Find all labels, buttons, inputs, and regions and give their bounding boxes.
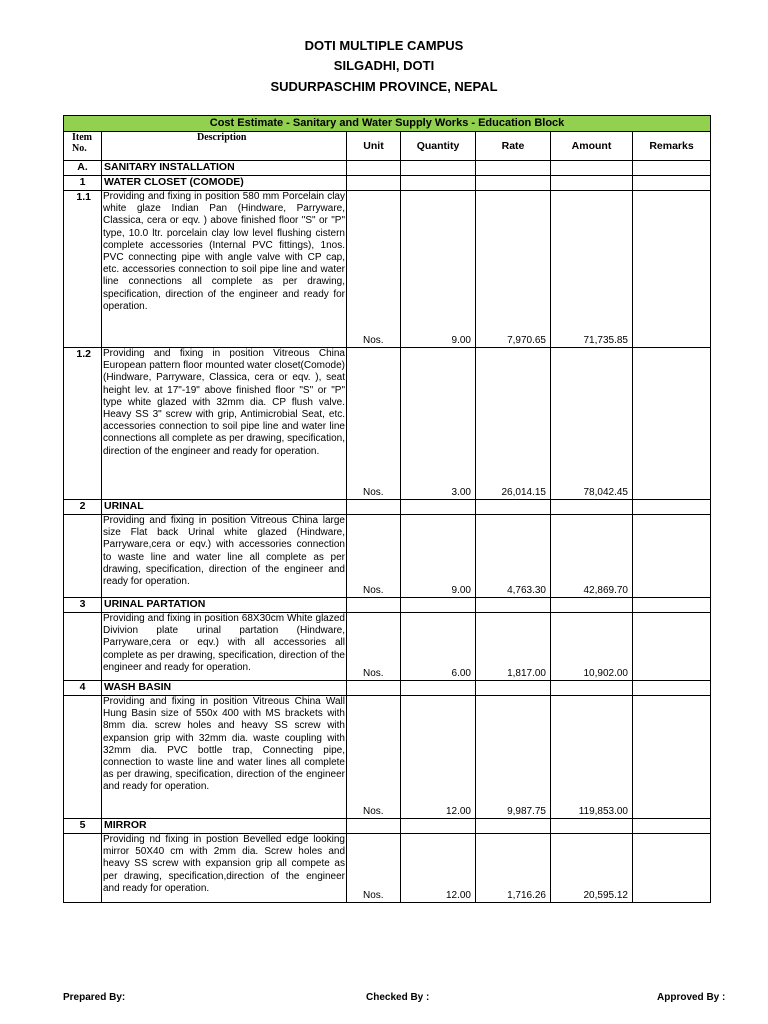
item-amount: 10,902.00 xyxy=(551,613,633,681)
section-row xyxy=(64,161,711,176)
col-header-remarks: Remarks xyxy=(633,132,711,161)
table-row xyxy=(64,191,711,348)
group-label: URINAL PARTATION xyxy=(102,598,347,613)
col-header-description: Description xyxy=(102,132,347,161)
item-no: 1.2 xyxy=(64,348,102,500)
group-label: WATER CLOSET (COMODE) xyxy=(102,176,347,191)
item-description: Providing and fixing in position 580 mm Porcelain clay white glaze Indian Pan (Hindware, Parryware, Classica, cera or eqv. ) above finished floor "S" or "P" type, 10.0 ltr. porcelain clay low level flushing cistern complete accessories (Internal PVC fittings), 1nos. PVC connecting pipe with angle valve with CP cap, etc. accessories connection to soil pipe line and water line connections all complete as per drawing, specification, direction of the engineer and ready for operation. xyxy=(102,191,347,348)
item-rate: 4,763.30 xyxy=(476,515,551,598)
item-description: Providing and fixing in position 68X30cm White glazed Divivion plate urinal partation (Hindware, Parryware,cera or eqv.) with all accessories all complete as per drawing, specification, direction of the engineer and ready for operation. xyxy=(102,613,347,681)
group-row xyxy=(64,819,711,834)
item-quantity: 9.00 xyxy=(401,515,476,598)
item-description: Providing nd fixing in postion Bevelled edge looking mirror 50X40 cm with 2mm dia. Screw holes and heavy SS screw with expansion grip all compete as per drawing, specification,direction of the engineer and ready for operation. xyxy=(102,834,347,903)
item-no xyxy=(64,613,102,681)
prepared-by-label: Prepared By: xyxy=(63,992,126,1003)
checked-by-label: Checked By : xyxy=(366,992,430,1003)
group-no: 1 xyxy=(64,176,102,191)
group-row xyxy=(64,598,711,613)
item-description: Providing and fixing in position Vitreous China Wall Hung Basin size of 550x 400 with MS brackets with 8mm dia. screw holes and heavy SS screw with expansion grip with 32mm dia. waste coupling with 32mm dia. PVC bottle trap, Connecting pipe, connection to waste line and water lines all complete as per drawing, specification, direction of the engineer and ready for operation. xyxy=(102,696,347,819)
group-no: 4 xyxy=(64,681,102,696)
group-row xyxy=(64,500,711,515)
group-row xyxy=(64,681,711,696)
col-header-quantity: Quantity xyxy=(401,132,476,161)
table-row xyxy=(64,696,711,819)
item-remarks xyxy=(633,515,711,598)
item-rate: 1,817.00 xyxy=(476,613,551,681)
item-quantity: 6.00 xyxy=(401,613,476,681)
item-description: Providing and fixing in position Vitreous China European pattern floor mounted water closet(Comode) (Hindware, Parryware, Classica, cera or eqv. ), seat height lev. at 17"-19" above finished floor "S" or "P" type white glazed with 32mm dia. CP flush valve. Heavy SS 3" screw with grip, Antimicrobial Seat, etc. accessories connection to soil pipe line and water line connections all complete as per drawing, specification, direction of the engineer and ready for operation. xyxy=(102,348,347,500)
item-amount: 20,595.12 xyxy=(551,834,633,903)
item-amount: 119,853.00 xyxy=(551,696,633,819)
item-rate: 9,987.75 xyxy=(476,696,551,819)
table-row xyxy=(64,515,711,598)
col-header-unit: Unit xyxy=(347,132,401,161)
group-label: WASH BASIN xyxy=(102,681,347,696)
item-amount: 42,869.70 xyxy=(551,515,633,598)
item-unit: Nos. xyxy=(347,515,401,598)
item-remarks xyxy=(633,834,711,903)
table-title: Cost Estimate - Sanitary and Water Supply Works - Education Block xyxy=(64,116,711,132)
section-label: SANITARY INSTALLATION xyxy=(102,161,347,176)
item-quantity: 9.00 xyxy=(401,191,476,348)
cost-estimate-table xyxy=(63,115,711,903)
item-quantity: 12.00 xyxy=(401,696,476,819)
table-row xyxy=(64,834,711,903)
table-row xyxy=(64,613,711,681)
group-row xyxy=(64,176,711,191)
approved-by-label: Approved By : xyxy=(657,992,726,1003)
item-unit: Nos. xyxy=(347,834,401,903)
item-quantity: 3.00 xyxy=(401,348,476,500)
item-amount: 71,735.85 xyxy=(551,191,633,348)
item-rate: 7,970.65 xyxy=(476,191,551,348)
group-no: 3 xyxy=(64,598,102,613)
group-label: URINAL xyxy=(102,500,347,515)
section-no: A. xyxy=(64,161,102,176)
item-no xyxy=(64,696,102,819)
group-no: 5 xyxy=(64,819,102,834)
group-no: 2 xyxy=(64,500,102,515)
item-remarks xyxy=(633,348,711,500)
item-unit: Nos. xyxy=(347,191,401,348)
item-remarks xyxy=(633,191,711,348)
item-amount: 78,042.45 xyxy=(551,348,633,500)
campus-province: SUDURPASCHIM PROVINCE, NEPAL xyxy=(270,79,498,94)
col-header-item-no: Item No. xyxy=(64,132,102,161)
col-header-rate: Rate xyxy=(476,132,551,161)
item-unit: Nos. xyxy=(347,348,401,500)
item-no xyxy=(64,834,102,903)
item-rate: 1,716.26 xyxy=(476,834,551,903)
item-no xyxy=(64,515,102,598)
item-unit: Nos. xyxy=(347,696,401,819)
col-header-amount: Amount xyxy=(551,132,633,161)
campus-name: DOTI MULTIPLE CAMPUS xyxy=(304,38,464,53)
item-remarks xyxy=(633,696,711,819)
item-remarks xyxy=(633,613,711,681)
table-row xyxy=(64,348,711,500)
item-unit: Nos. xyxy=(347,613,401,681)
item-quantity: 12.00 xyxy=(401,834,476,903)
group-label: MIRROR xyxy=(102,819,347,834)
item-no: 1.1 xyxy=(64,191,102,348)
campus-location: SILGADHI, DOTI xyxy=(333,58,435,73)
item-description: Providing and fixing in position Vitreous China large size Flat back Urinal white glazed (Hindware, Parryware,cera or eqv.) with accessories connection to waste line and water line all complete as per drawing, specification, direction of the engineer and ready for operation. xyxy=(102,515,347,598)
item-rate: 26,014.15 xyxy=(476,348,551,500)
